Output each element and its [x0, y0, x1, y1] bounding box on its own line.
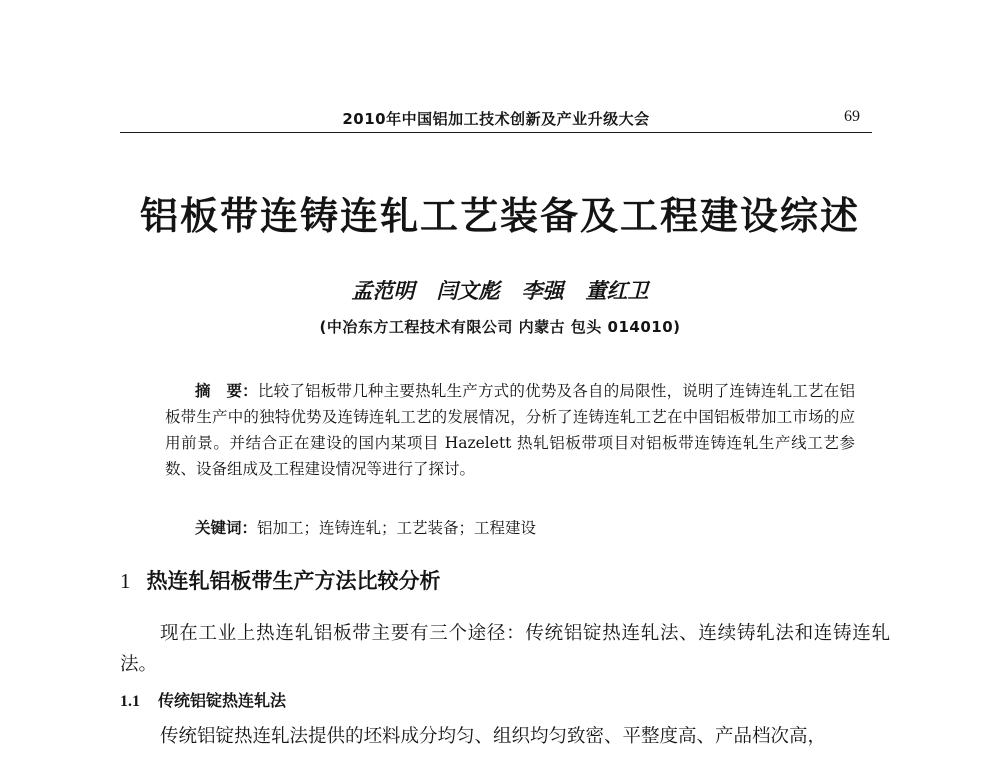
paper-title: 铝板带连铸连轧工艺装备及工程建设综述	[139, 193, 860, 238]
author: 李强	[521, 278, 564, 303]
running-header	[120, 106, 872, 133]
subsection-number: 1.1	[120, 693, 140, 710]
author-list	[0, 275, 1000, 305]
section-heading	[120, 565, 441, 595]
body-paragraph: 传统铝锭热连轧法提供的坯料成分均匀、组织均匀致密、平整度高、产品档次高，	[160, 726, 827, 747]
affiliation: (中冶东方工程技术有限公司 内蒙古 包头 014010)	[319, 318, 681, 336]
keywords	[195, 516, 536, 538]
abstract	[165, 378, 855, 482]
author: 闫文彪	[436, 278, 500, 303]
abstract-text: 比较了铝板带几种主要热轧生产方式的优势及各自的局限性，说明了连铸连轧工艺在铝板带生产中的独特优势及连铸连轧工艺的发展情况，分析了连铸连轧工艺在中国铝板带加工市场的应用前景。并结合正在建设的国内某项目 Hazelett 热轧铝板带项目对铝板带连铸连轧生产线工艺参数、设备组成及工程建设情况等进行了探讨。	[165, 382, 855, 478]
conference-title: 2010年中国铝加工技术创新及产业升级大会	[342, 110, 650, 128]
subsection-title: 传统铝锭热连轧法	[158, 691, 287, 710]
section-number: 1	[120, 569, 131, 593]
subsection-heading	[120, 688, 286, 711]
author: 董红卫	[585, 278, 649, 303]
body-paragraph: 现在工业上热连轧铝板带主要有三个途径：传统铝锭热连轧法、连续铸轧法和连铸连轧法。	[120, 623, 890, 675]
section-title: 热连轧铝板带生产方法比较分析	[146, 569, 441, 593]
keywords-label: 关键词：	[195, 519, 258, 537]
author: 孟范明	[351, 278, 415, 303]
keywords-text: 铝加工；连铸连轧；工艺装备；工程建设	[257, 519, 537, 537]
page-number: 69	[844, 108, 860, 125]
abstract-label: 摘 要：	[195, 382, 258, 400]
